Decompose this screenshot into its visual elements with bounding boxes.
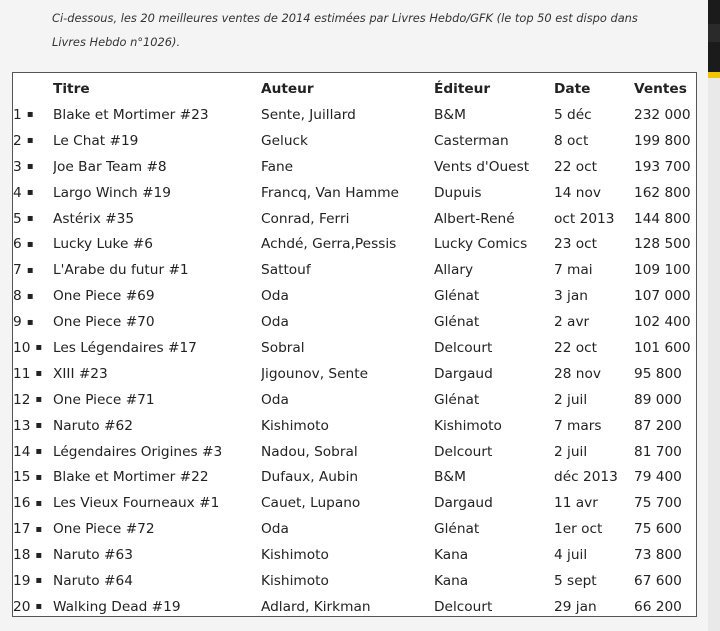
row-title: One Piece #71 xyxy=(53,391,155,408)
row-title: Blake et Mortimer #23 xyxy=(53,106,209,123)
table-row xyxy=(13,361,698,387)
rank-number: 7 xyxy=(13,262,22,279)
row-editor: Dargaud xyxy=(434,495,493,512)
table-row xyxy=(13,128,698,154)
row-editor: Albert-René xyxy=(434,210,515,227)
row-date: 29 jan xyxy=(554,598,597,615)
row-author: Adlard, Kirkman xyxy=(261,598,371,615)
row-date: 23 oct xyxy=(554,236,598,253)
row-sales: 101 600 xyxy=(634,339,691,356)
row-date: 14 nov xyxy=(554,184,601,201)
row-sales: 102 400 xyxy=(634,314,691,331)
row-rank xyxy=(13,542,53,568)
bullet-icon: ▪ xyxy=(26,238,34,250)
bullet-icon: ▪ xyxy=(35,575,43,587)
row-editor: Kana xyxy=(434,572,469,589)
row-rank xyxy=(13,361,53,387)
row-author: Francq, Van Hamme xyxy=(261,184,399,201)
rank-number: 13 xyxy=(13,417,31,434)
row-sales: 232 000 xyxy=(634,106,691,123)
bullet-icon: ▪ xyxy=(35,497,43,509)
header-editor: Éditeur xyxy=(434,80,491,97)
row-title: One Piece #69 xyxy=(53,288,155,305)
bullet-icon: ▪ xyxy=(26,109,34,121)
row-title: Lucky Luke #6 xyxy=(53,236,153,253)
rank-number: 18 xyxy=(13,547,31,564)
row-author: Fane xyxy=(261,158,294,175)
rank-number: 6 xyxy=(13,236,22,253)
header-rank xyxy=(13,73,53,102)
row-rank xyxy=(13,439,53,465)
rank-number: 8 xyxy=(13,288,22,305)
row-author: Oda xyxy=(261,521,289,538)
row-author: Sente, Juillard xyxy=(261,106,356,123)
row-sales: 73 800 xyxy=(634,547,682,564)
row-editor: Delcourt xyxy=(434,443,493,460)
row-date: 22 oct xyxy=(554,158,598,175)
row-title: Largo Winch #19 xyxy=(53,184,171,201)
row-author: Sobral xyxy=(261,339,305,356)
header-title: Titre xyxy=(53,80,90,97)
intro-line-2: Livres Hebdo n°1026). xyxy=(52,35,181,49)
row-date: 2 juil xyxy=(554,391,588,408)
row-date: 11 avr xyxy=(554,495,598,512)
row-title: Joe Bar Team #8 xyxy=(53,158,167,175)
rank-number: 5 xyxy=(13,210,22,227)
row-sales: 75 700 xyxy=(634,495,682,512)
table-row xyxy=(13,439,698,465)
rank-number: 20 xyxy=(13,598,31,615)
row-rank xyxy=(13,413,53,439)
row-rank xyxy=(13,154,53,180)
bullet-icon: ▪ xyxy=(35,523,43,535)
bullet-icon: ▪ xyxy=(35,471,43,483)
bullet-icon: ▪ xyxy=(35,394,43,406)
row-rank xyxy=(13,387,53,413)
intro-text xyxy=(52,6,692,54)
row-author: Jigounov, Sente xyxy=(261,365,369,382)
row-date: oct 2013 xyxy=(554,210,615,227)
row-sales: 162 800 xyxy=(634,184,691,201)
row-date: 1er oct xyxy=(554,521,603,538)
table-row xyxy=(13,231,698,257)
row-rank xyxy=(13,128,53,154)
table-header-row xyxy=(13,73,698,102)
row-editor: Glénat xyxy=(434,288,480,305)
table-row xyxy=(13,594,698,620)
table-row xyxy=(13,206,698,232)
row-sales: 193 700 xyxy=(634,158,691,175)
row-editor: Glénat xyxy=(434,314,480,331)
row-date: 7 mars xyxy=(554,417,602,434)
rank-number: 19 xyxy=(13,572,31,589)
bullet-icon: ▪ xyxy=(26,264,34,276)
row-date: 2 avr xyxy=(554,314,590,331)
rank-number: 9 xyxy=(13,314,22,331)
row-date: 5 sept xyxy=(554,572,597,589)
rank-number: 3 xyxy=(13,158,22,175)
row-editor: Delcourt xyxy=(434,339,493,356)
row-sales: 87 200 xyxy=(634,417,682,434)
row-rank xyxy=(13,464,53,490)
row-date: 28 nov xyxy=(554,365,601,382)
rank-number: 10 xyxy=(13,339,31,356)
row-editor: Glénat xyxy=(434,391,480,408)
row-sales: 199 800 xyxy=(634,132,691,149)
rank-number: 2 xyxy=(13,132,22,149)
bullet-icon: ▪ xyxy=(26,187,34,199)
row-title: L'Arabe du futur #1 xyxy=(53,262,189,279)
table-row xyxy=(13,490,698,516)
row-date: 8 oct xyxy=(554,132,589,149)
row-editor: Glénat xyxy=(434,521,480,538)
table-row xyxy=(13,283,698,309)
row-author: Oda xyxy=(261,314,289,331)
row-date: 5 déc xyxy=(554,106,592,123)
row-date: déc 2013 xyxy=(554,469,618,486)
rank-number: 4 xyxy=(13,184,22,201)
row-author: Kishimoto xyxy=(261,572,329,589)
table-row xyxy=(13,568,698,594)
row-editor: Delcourt xyxy=(434,598,493,615)
row-rank xyxy=(13,180,53,206)
row-author: Sattouf xyxy=(261,262,311,279)
row-rank xyxy=(13,490,53,516)
row-title: Walking Dead #19 xyxy=(53,598,181,615)
bullet-icon: ▪ xyxy=(26,213,34,224)
row-date: 4 juil xyxy=(554,547,588,564)
row-editor: Dupuis xyxy=(434,184,482,201)
row-editor: Casterman xyxy=(434,132,509,149)
bullet-icon: ▪ xyxy=(35,420,43,432)
table-row xyxy=(13,335,698,361)
row-sales: 81 700 xyxy=(634,443,682,460)
row-rank xyxy=(13,283,53,309)
row-sales: 75 600 xyxy=(634,521,682,538)
row-editor: Kishimoto xyxy=(434,417,502,434)
row-sales: 67 600 xyxy=(634,572,682,589)
bullet-icon: ▪ xyxy=(26,290,34,302)
bullet-icon: ▪ xyxy=(35,549,43,561)
row-title: Blake et Mortimer #22 xyxy=(53,469,209,486)
row-author: Oda xyxy=(261,288,289,305)
row-rank xyxy=(13,257,53,283)
row-sales: 109 100 xyxy=(634,262,691,279)
rank-number: 12 xyxy=(13,391,31,408)
rank-number: 16 xyxy=(13,495,31,512)
bullet-icon: ▪ xyxy=(35,342,43,354)
row-sales: 107 000 xyxy=(634,288,691,305)
bullet-icon: ▪ xyxy=(26,135,34,147)
table-row xyxy=(13,516,698,542)
rank-number: 14 xyxy=(13,443,31,460)
row-editor: Allary xyxy=(434,262,474,279)
bullet-icon: ▪ xyxy=(35,368,43,380)
row-editor: B&M xyxy=(434,106,466,123)
row-editor: Vents d'Ouest xyxy=(434,158,530,175)
sidebar-edge-shadow xyxy=(708,24,720,42)
row-author: Kishimoto xyxy=(261,547,329,564)
row-title: Légendaires Origines #3 xyxy=(53,443,223,460)
row-title: Naruto #62 xyxy=(53,417,133,434)
row-rank xyxy=(13,102,53,128)
header-date: Date xyxy=(554,80,591,97)
row-rank xyxy=(13,309,53,335)
row-rank xyxy=(13,594,53,620)
row-rank xyxy=(13,568,53,594)
row-sales: 128 500 xyxy=(634,236,691,253)
row-date: 2 juil xyxy=(554,443,588,460)
row-title: Astérix #35 xyxy=(53,210,135,227)
row-rank xyxy=(13,335,53,361)
row-author: Kishimoto xyxy=(261,417,329,434)
row-editor: B&M xyxy=(434,469,466,486)
sales-table xyxy=(13,73,698,620)
row-sales: 144 800 xyxy=(634,210,691,227)
bullet-icon: ▪ xyxy=(26,161,34,173)
table-row xyxy=(13,102,698,128)
row-author: Cauet, Lupano xyxy=(261,495,361,512)
row-title: Naruto #63 xyxy=(53,547,133,564)
row-rank xyxy=(13,231,53,257)
row-title: Naruto #64 xyxy=(53,572,133,589)
row-author: Dufaux, Aubin xyxy=(261,469,359,486)
rank-number: 1 xyxy=(13,106,22,123)
table-row xyxy=(13,154,698,180)
row-title: Les Vieux Fourneaux #1 xyxy=(53,495,220,512)
row-author: Nadou, Sobral xyxy=(261,443,358,460)
row-author: Achdé, Gerra,Pessis xyxy=(261,236,397,253)
table-row xyxy=(13,309,698,335)
rank-number: 17 xyxy=(13,521,31,538)
table-body xyxy=(13,102,698,620)
row-title: One Piece #72 xyxy=(53,521,155,538)
row-date: 3 jan xyxy=(554,288,588,305)
sidebar-edge xyxy=(708,0,720,631)
intro-line-1: Ci-dessous, les 20 meilleures ventes de 2014 estimées par Livres Hebdo/GFK (le top 50 est dispo dans xyxy=(52,11,638,25)
row-editor: Kana xyxy=(434,547,469,564)
rank-number: 15 xyxy=(13,469,31,486)
row-rank xyxy=(13,516,53,542)
table-row xyxy=(13,413,698,439)
row-title: Les Légendaires #17 xyxy=(53,339,197,356)
bullet-icon: ▪ xyxy=(35,446,43,458)
row-rank xyxy=(13,206,53,232)
row-sales: 89 000 xyxy=(634,391,682,408)
row-title: Le Chat #19 xyxy=(53,132,139,149)
sales-table-container xyxy=(12,72,697,617)
header-sales: Ventes xyxy=(634,80,687,97)
row-title: One Piece #70 xyxy=(53,314,155,331)
table-row xyxy=(13,257,698,283)
table-row xyxy=(13,542,698,568)
table-row xyxy=(13,387,698,413)
rank-number: 11 xyxy=(13,365,31,382)
bullet-icon: ▪ xyxy=(35,601,43,613)
header-author: Auteur xyxy=(261,80,314,97)
row-title: XIII #23 xyxy=(53,365,108,382)
row-author: Oda xyxy=(261,391,289,408)
row-date: 22 oct xyxy=(554,339,598,356)
table-row xyxy=(13,180,698,206)
row-date: 7 mai xyxy=(554,262,593,279)
row-editor: Dargaud xyxy=(434,365,493,382)
row-author: Geluck xyxy=(261,132,308,149)
bullet-icon: ▪ xyxy=(26,316,34,328)
row-sales: 79 400 xyxy=(634,469,682,486)
row-author: Conrad, Ferri xyxy=(261,210,350,227)
sidebar-edge-accent xyxy=(708,72,720,78)
row-sales: 95 800 xyxy=(634,365,682,382)
table-row xyxy=(13,464,698,490)
row-editor: Lucky Comics xyxy=(434,236,528,253)
row-sales: 66 200 xyxy=(634,598,682,615)
